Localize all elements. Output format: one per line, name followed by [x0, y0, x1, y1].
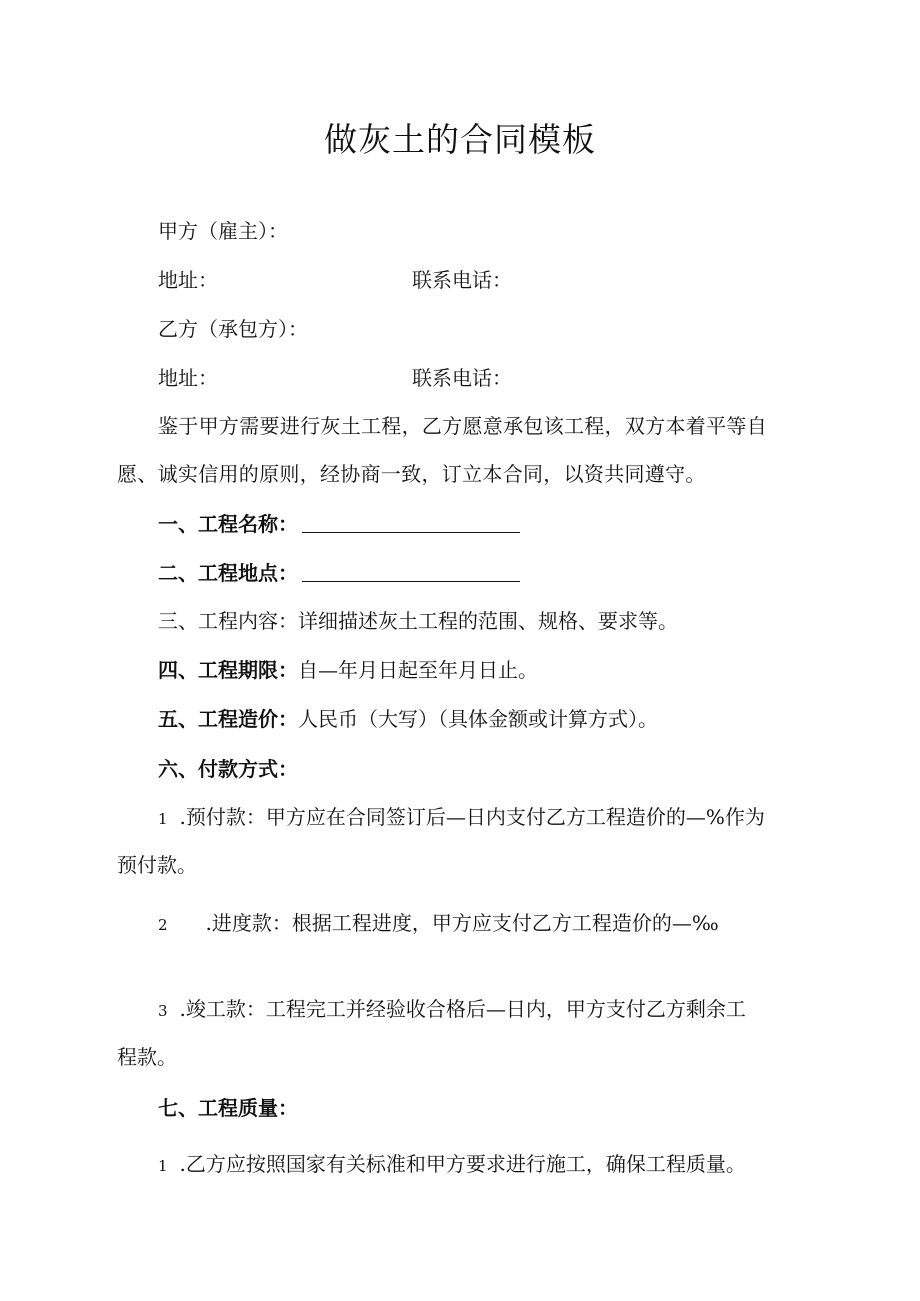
section-6-item-2-line-1 — [158, 908, 719, 940]
project-name-blank — [302, 514, 520, 533]
section-6-item-1-line-2: 预付款。 — [117, 853, 197, 877]
section-7-item-1-text: .乙方应按照国家有关标准和甲方要求进行施工，确保工程质量。 — [179, 1152, 746, 1176]
section-5-text: 人民币（大写）（具体金额或计算方式）。 — [298, 707, 658, 731]
section-2-row — [158, 558, 520, 588]
document-title: 做灰土的合同模板 — [324, 120, 596, 159]
section-6-item-3-line-1 — [158, 994, 746, 1026]
party-b-address-label: 地址： — [158, 366, 218, 390]
section-4-row — [158, 655, 538, 685]
section-6-item-3-number: 3 — [158, 1002, 168, 1020]
section-6-item-1-number: 1 — [158, 810, 168, 828]
section-7-item-1-line-1 — [158, 1149, 746, 1181]
party-a-address-label: 地址： — [158, 268, 218, 292]
section-6-label: 六、付款方式： — [158, 757, 298, 781]
party-a-contact-row — [158, 265, 512, 295]
party-b-phone-label: 联系电话： — [412, 366, 512, 390]
section-4-label: 四、工程期限： — [158, 658, 298, 682]
section-6-item-3-line-2: 程款。 — [117, 1045, 177, 1069]
section-6-item-2-number: 2 — [158, 916, 168, 934]
section-1-label: 一、工程名称： — [158, 512, 298, 536]
section-3-text: 三、工程内容：详细描述灰土工程的范围、规格、要求等。 — [158, 609, 678, 633]
section-6-item-1-text: .预付款：甲方应在合同签订后—日内支付乙方工程造价的—%作为 — [179, 805, 765, 829]
party-b-contact-row — [158, 363, 512, 393]
preamble-line-1: 鉴于甲方需要进行灰土工程，乙方愿意承包该工程，双方本着平等自 — [158, 414, 767, 438]
project-location-blank — [302, 563, 520, 582]
section-7-item-1-number: 1 — [158, 1157, 168, 1175]
party-b-label: 乙方（承包方）： — [158, 317, 308, 341]
section-5-label: 五、工程造价： — [158, 707, 298, 731]
section-2-label: 二、工程地点： — [158, 561, 298, 585]
section-5-row — [158, 704, 658, 734]
section-6-item-2-text: .进度款：根据工程进度，甲方应支付乙方工程造价的—‰ — [205, 911, 719, 935]
preamble-line-2: 愿、诚实信用的原则，经协商一致，订立本合同，以资共同遵守。 — [117, 462, 706, 486]
section-7-label: 七、工程质量： — [158, 1096, 298, 1120]
party-a-phone-label: 联系电话： — [412, 268, 512, 292]
section-6-item-3-text: .竣工款：工程完工并经验收合格后—日内，甲方支付乙方剩余工 — [179, 997, 746, 1021]
section-6-item-1-line-1 — [158, 802, 765, 834]
section-1-row — [158, 509, 520, 539]
section-4-text: 自—年月日起至年月日止。 — [298, 658, 538, 682]
party-a-label: 甲方（雇主）： — [158, 219, 288, 243]
